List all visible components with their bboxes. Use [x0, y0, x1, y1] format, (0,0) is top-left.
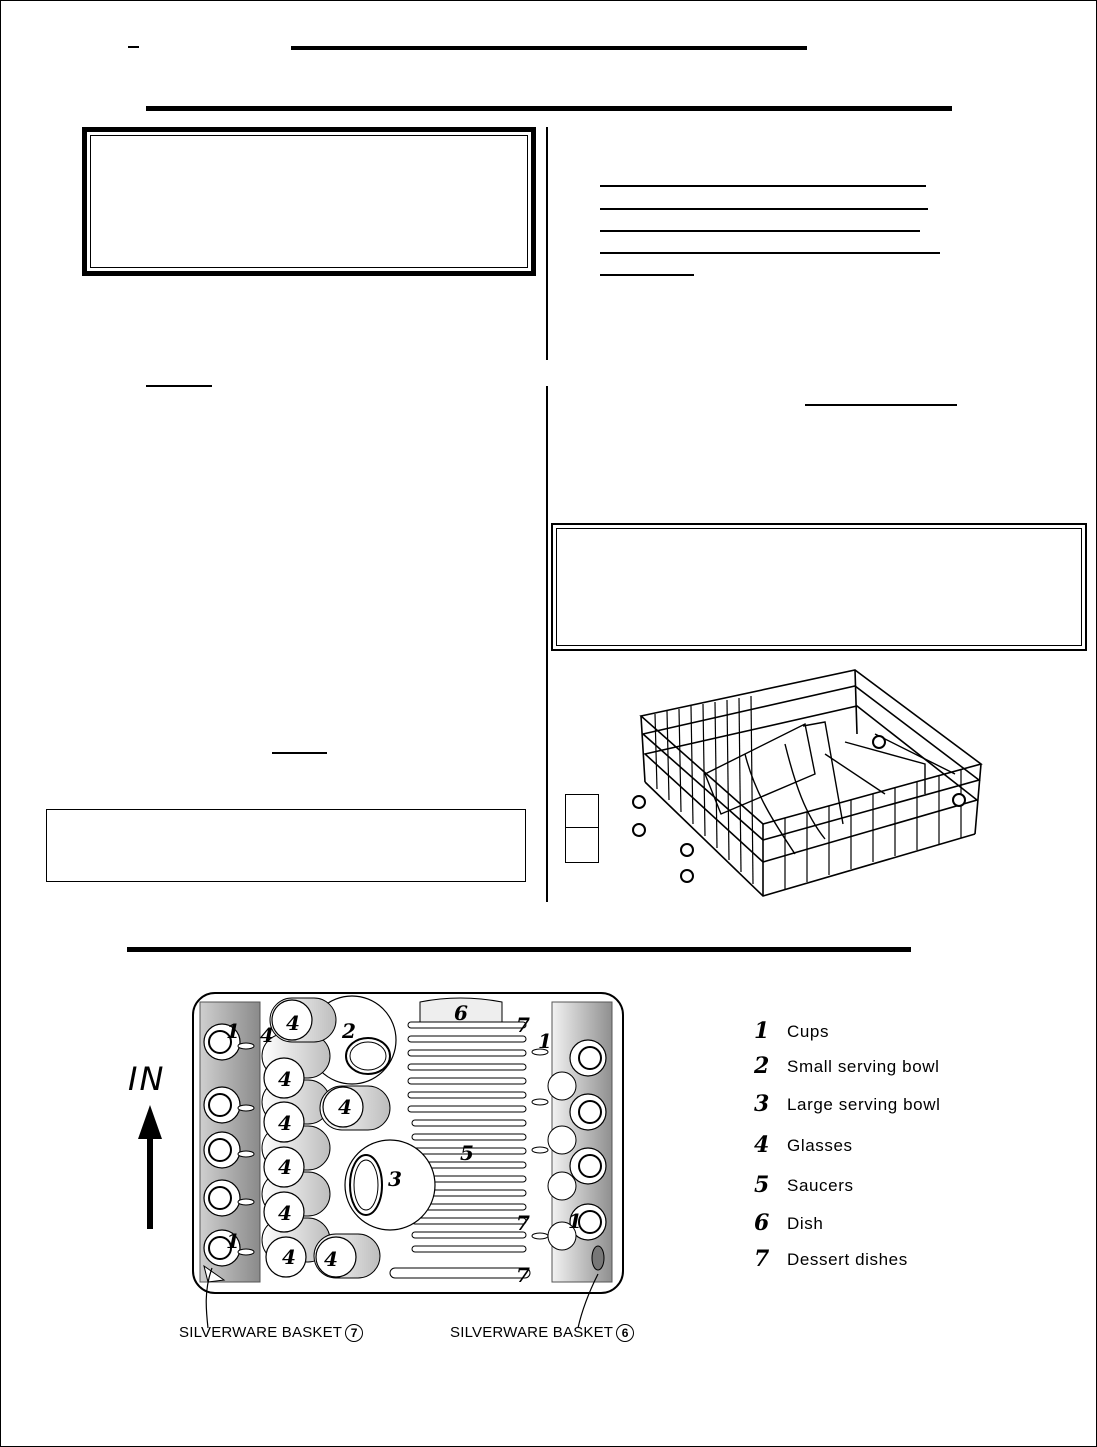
caption-right-text: SILVERWARE BASKET [450, 1324, 614, 1341]
legend-label: Dessert dishes [787, 1250, 908, 1269]
callout-4-g: 4 [278, 1201, 292, 1225]
underline-1 [600, 185, 926, 187]
callout-1-b: 1 [538, 1029, 552, 1053]
caption-left-number: 7 [345, 1324, 363, 1342]
underline-5 [600, 274, 694, 276]
callout-4-d: 4 [338, 1095, 352, 1119]
column-divider-top [546, 127, 548, 360]
upper-rack-illustration [625, 664, 987, 904]
section-rule-bottom [127, 947, 911, 952]
legend-label: Cups [787, 1022, 830, 1041]
legend-label: Large serving bowl [787, 1095, 941, 1114]
legend-num: 3 [754, 1091, 770, 1117]
left-inline-underline [272, 752, 327, 754]
underline-4 [600, 252, 940, 254]
rack-side-box-bottom [565, 827, 599, 863]
callout-4-c: 4 [278, 1067, 292, 1091]
caption-left-basket [179, 1324, 363, 1342]
callout-2: 2 [342, 1019, 356, 1043]
legend-label: Glasses [787, 1136, 853, 1155]
rack-side-box-top [565, 794, 599, 828]
callout-4-e: 4 [278, 1111, 292, 1135]
caption-leader-lines [180, 1250, 620, 1330]
callout-3: 3 [388, 1167, 402, 1191]
right-heading-underline [805, 404, 957, 406]
column-divider-bottom [546, 386, 548, 902]
left-heading-underline [146, 385, 212, 387]
warning-box [82, 127, 536, 276]
callout-5: 5 [460, 1141, 474, 1165]
callout-7-a: 7 [516, 1013, 530, 1037]
callout-1-c: 1 [568, 1209, 582, 1233]
callout-1-a: 1 [226, 1019, 240, 1043]
section-rule-top [146, 106, 952, 111]
legend-label: Saucers [787, 1176, 854, 1195]
callout-4-i: 4 [324, 1247, 338, 1271]
callout-4-h: 4 [282, 1245, 296, 1269]
legend-num: 5 [754, 1172, 770, 1198]
legend-num: 2 [754, 1053, 770, 1079]
underline-2 [600, 208, 928, 210]
caption-right-number: 6 [616, 1324, 634, 1342]
caption-left-text: SILVERWARE BASKET [179, 1324, 343, 1341]
up-arrow-icon [136, 1105, 164, 1229]
callout-4-b: 4 [286, 1011, 300, 1035]
callout-7-b: 7 [516, 1211, 530, 1235]
caption-right-basket [450, 1324, 634, 1342]
callout-6: 6 [454, 1001, 468, 1025]
left-notice-box [46, 809, 526, 882]
legend-num: 6 [754, 1210, 770, 1236]
legend-label: Small serving bowl [787, 1057, 940, 1076]
legend-num: 4 [754, 1132, 770, 1158]
header-title-rule [291, 46, 807, 50]
direction-label: IN [128, 1060, 166, 1098]
header-short-rule [128, 46, 139, 48]
callout-7-c: 7 [516, 1263, 530, 1287]
right-notice-box [551, 523, 1087, 651]
legend-label: Dish [787, 1214, 824, 1233]
legend-num: 7 [754, 1246, 770, 1272]
callout-4-f: 4 [278, 1155, 292, 1179]
underline-3 [600, 230, 920, 232]
callout-1-d: 1 [226, 1229, 240, 1253]
legend-num: 1 [754, 1018, 770, 1044]
callout-4-a: 4 [260, 1023, 274, 1047]
